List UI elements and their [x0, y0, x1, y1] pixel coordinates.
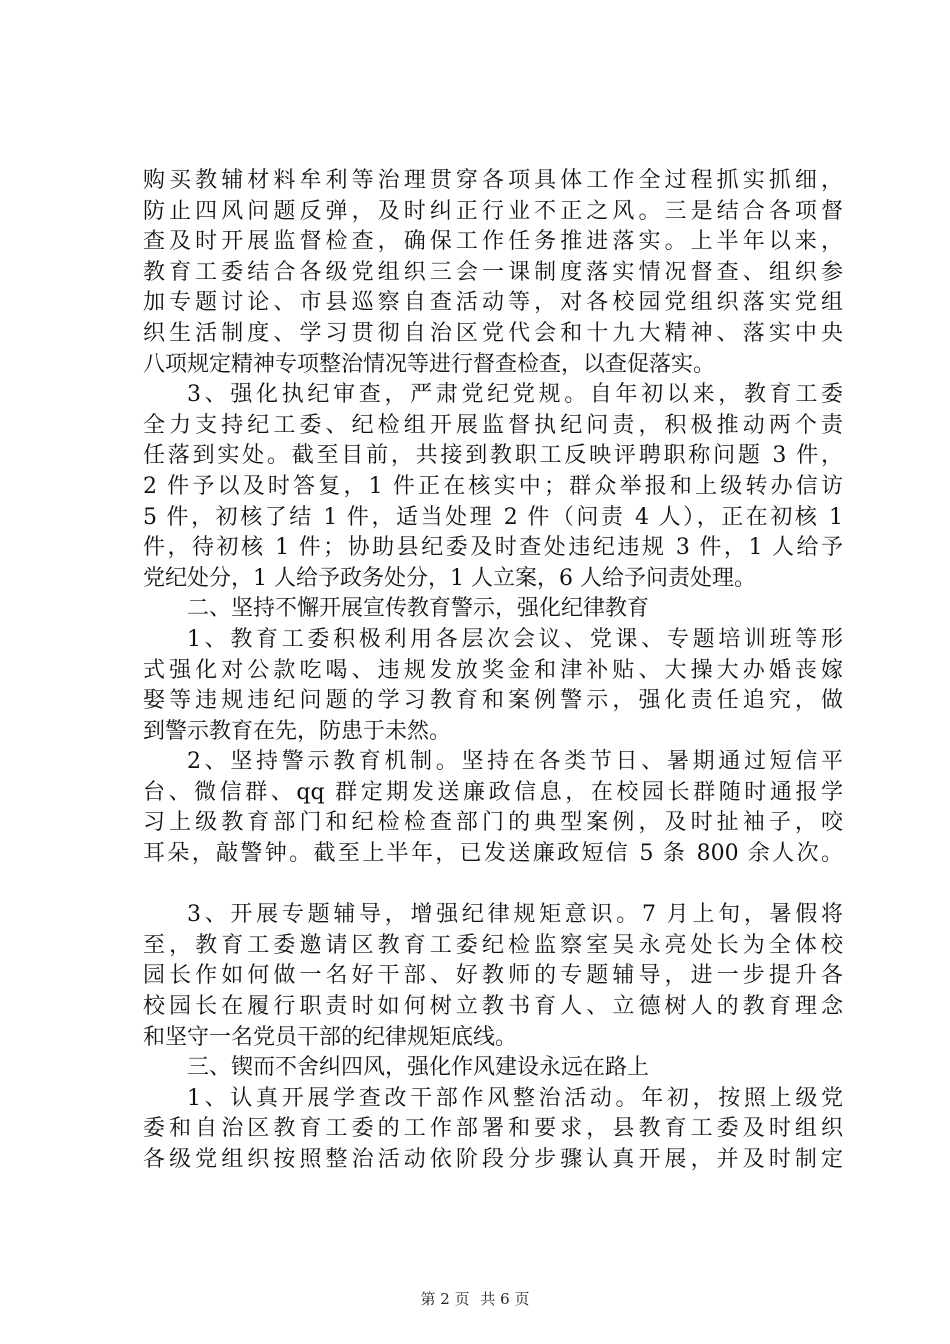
text-line: 件，待初核 1 件；协助县纪委及时查处违纪违规 3 件，1 人给予: [143, 535, 843, 561]
section-heading: 二、坚持不懈开展宣传教育警示，强化纪律教育: [187, 596, 650, 622]
text-line: 园长作如何做一名好干部、好教师的专题辅导，进一步提升各: [143, 963, 843, 989]
document-body: [143, 166, 843, 1176]
paragraph-start: 2、坚持警示教育机制。坚持在各类节日、暑期通过短信平: [187, 749, 843, 775]
text-line: 各级党组织按照整治活动依阶段分步骤认真开展，并及时制定: [143, 1147, 843, 1172]
page-number: 第 2 页: [420, 1290, 470, 1308]
paragraph-start: 3、开展专题辅导，增强纪律规矩意识。7 月上旬，暑假将: [187, 902, 843, 928]
text-line: 八项规定精神专项整治情况等进行督查检查，以查促落实。: [143, 351, 716, 377]
text-line: 防止四风问题反弹，及时纠正行业不正之风。三是结合各项督: [143, 198, 843, 224]
page-total: 共 6 页: [480, 1290, 530, 1308]
paragraph-start: 1、教育工委积极利用各层次会议、党课、专题培训班等形: [187, 626, 843, 652]
text-line: 加专题讨论、市县巡察自查活动等，对各校园党组织落实党组: [143, 290, 843, 316]
page-footer: [0, 1288, 950, 1309]
text-line: 式强化对公款吃喝、违规发放奖金和津补贴、大操大办婚丧嫁: [143, 657, 843, 683]
text-line: 任落到实处。截至目前，共接到教职工反映评聘职称问题 3 件，: [143, 443, 843, 469]
section-heading: 三、锲而不舍纠四风，强化作风建设永远在路上: [187, 1055, 650, 1081]
text-line: 到警示教育在先，防患于未然。: [143, 718, 452, 744]
text-line: 织生活制度、学习贯彻自治区党代会和十九大精神、落实中央: [143, 320, 843, 346]
text-line: 和坚守一名党员干部的纪律规矩底线。: [143, 1024, 518, 1050]
text-line: 至，教育工委邀请区教育工委纪检监察室吴永亮处长为全体校: [143, 932, 843, 958]
text-line: 购买教辅材料牟利等治理贯穿各项具体工作全过程抓实抓细，: [143, 168, 843, 193]
text-line: 5 件，初核了结 1 件，适当处理 2 件（问责 4 人），正在初核 1: [143, 504, 843, 530]
text-line: 全力支持纪工委、纪检组开展监督执纪问责，积极推动两个责: [143, 412, 843, 438]
text-line: 查及时开展监督检查，确保工作任务推进落实。上半年以来，: [143, 229, 843, 255]
text-line: 校园长在履行职责时如何树立教书育人、立德树人的教育理念: [143, 994, 843, 1020]
paragraph-start: 1、认真开展学查改干部作风整治活动。年初，按照上级党: [187, 1085, 843, 1111]
paragraph-start: 3、强化执纪审查，严肃党纪党规。自年初以来，教育工委: [187, 382, 843, 408]
blank-line: [143, 870, 843, 901]
text-line: 教育工委结合各级党组织三会一课制度落实情况督查、组织参: [143, 259, 843, 285]
text-line: 习上级教育部门和纪检检查部门的典型案例，及时扯袖子，咬: [143, 810, 843, 836]
text-line: 台、微信群、qq 群定期发送廉政信息，在校园长群随时通报学: [143, 779, 843, 805]
text-line: 2 件予以及时答复，1 件正在核实中；群众举报和上级转办信访: [143, 473, 843, 499]
text-line: 耳朵，敲警钟。截至上半年，已发送廉政短信 5 条 800 余人次。: [143, 841, 843, 867]
text-line: 委和自治区教育工委的工作部署和要求，县教育工委及时组织: [143, 1116, 843, 1142]
text-line: 党纪处分，1 人给予政务处分，1 人立案，6 人给予问责处理。: [143, 565, 756, 591]
text-line: 娶等违规违纪问题的学习教育和案例警示，强化责任追究，做: [143, 688, 843, 714]
